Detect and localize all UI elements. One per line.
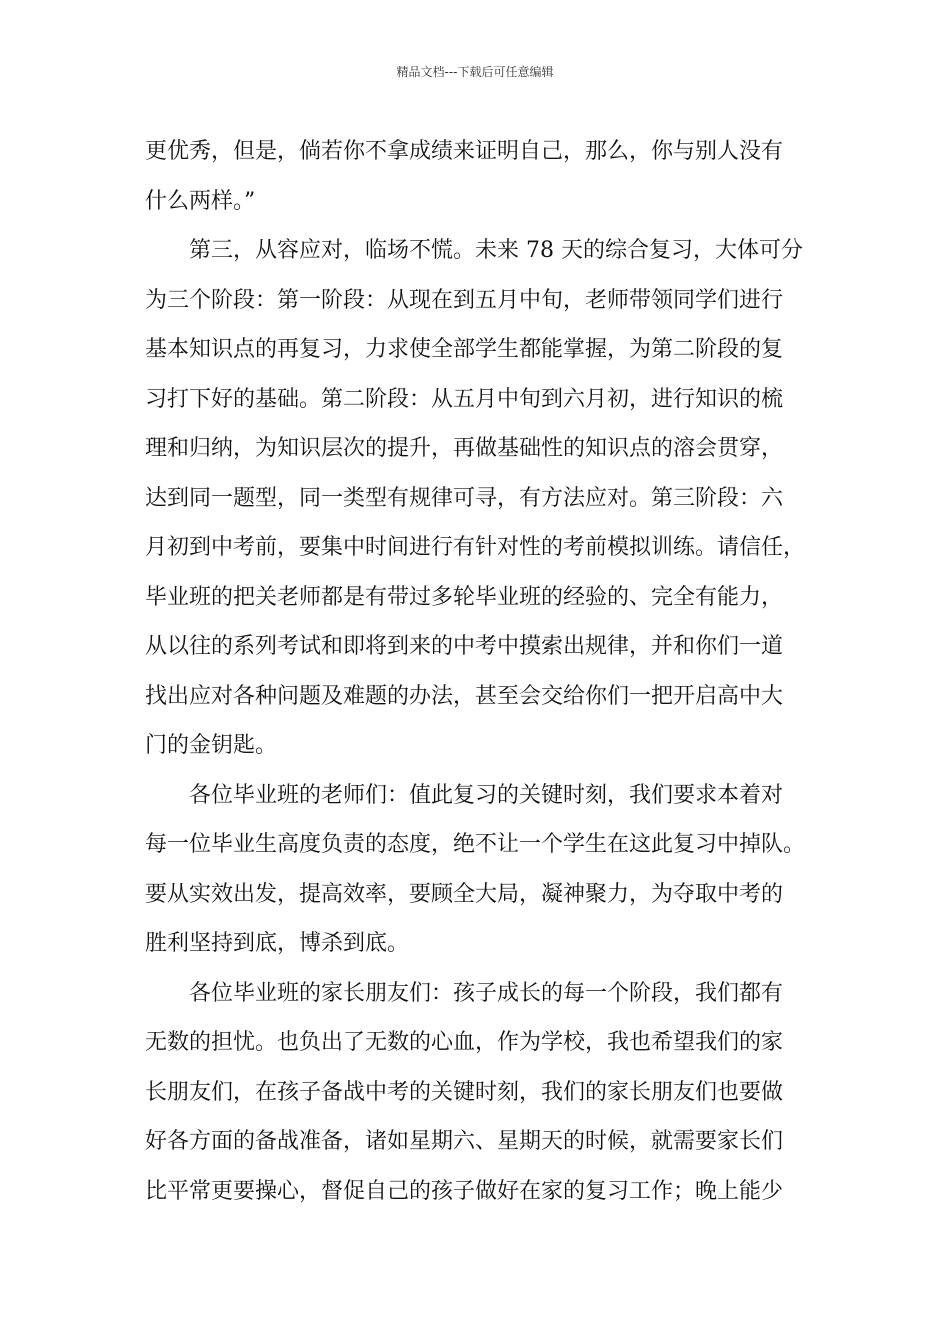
text-line: 长朋友们，在孩子备战中考的关键时刻，我们的家长朋友们也要做: [145, 1079, 784, 1105]
text-line: 达到同一题型，同一类型有规律可寻，有方法应对。第三阶段：六: [145, 485, 784, 511]
text-line: 理和归纳，为知识层次的提升，再做基础性的知识点的溶会贯穿，: [145, 436, 784, 461]
paragraph-start-line: 各位毕业班的家长朋友们：孩子成长的每一个阶段，我们都有: [189, 980, 784, 1006]
text-line: 要从实效出发，提高效率，要顾全大局，凝神聚力，为夺取中考的: [145, 881, 784, 907]
text-line: 毕业班的把关老师都是有带过多轮毕业班的经验的、完全有能力，: [145, 584, 784, 610]
text-line: 无数的担忧。也负出了无数的心血，作为学校，我也希望我们的家: [145, 1030, 784, 1055]
document-body: [145, 132, 810, 1221]
text-line: 好各方面的备战准备，诸如星期六、星期天的时候，就需要家长们: [145, 1129, 784, 1154]
text-line: 什么两样。”: [145, 188, 256, 214]
text-line: 找出应对各种问题及难题的办法，甚至会交给你们一把开启高中大: [145, 683, 784, 709]
paragraph-start-line: 第三，从容应对，临场不慌。未来 78 天的综合复习，大体可分: [189, 238, 803, 263]
page-header: 精品文档---下载后可任意编辑: [396, 65, 554, 79]
text-line: 胜利坚持到底，博杀到底。: [145, 931, 410, 956]
paragraph-start-line: 各位毕业班的老师们：值此复习的关键时刻，我们要求本着对: [189, 782, 784, 808]
text-line: 每一位毕业生高度负责的态度，绝不让一个学生在这此复习中掉队。: [145, 832, 806, 857]
text-line: 比平常更要操心，督促自己的孩子做好在家的复习工作；晚上能少: [145, 1178, 784, 1204]
text-line: 习打下好的基础。第二阶段：从五月中旬到六月初，进行知识的梳: [145, 386, 784, 412]
text-line: 门的金钥匙。: [145, 733, 278, 758]
text-line: 基本知识点的再复习，力求使全部学生都能掌握，为第二阶段的复: [145, 337, 784, 362]
text-line: 为三个阶段：第一阶段：从现在到五月中旬，老师带领同学们进行: [145, 287, 784, 313]
text-line: 从以往的系列考试和即将到来的中考中摸索出规律，并和你们一道: [145, 634, 784, 659]
text-line: 月初到中考前，要集中时间进行有针对性的考前模拟训练。请信任，: [145, 535, 806, 560]
text-line: 更优秀，但是，倘若你不拿成绩来证明自己，那么，你与别人没有: [145, 139, 784, 164]
